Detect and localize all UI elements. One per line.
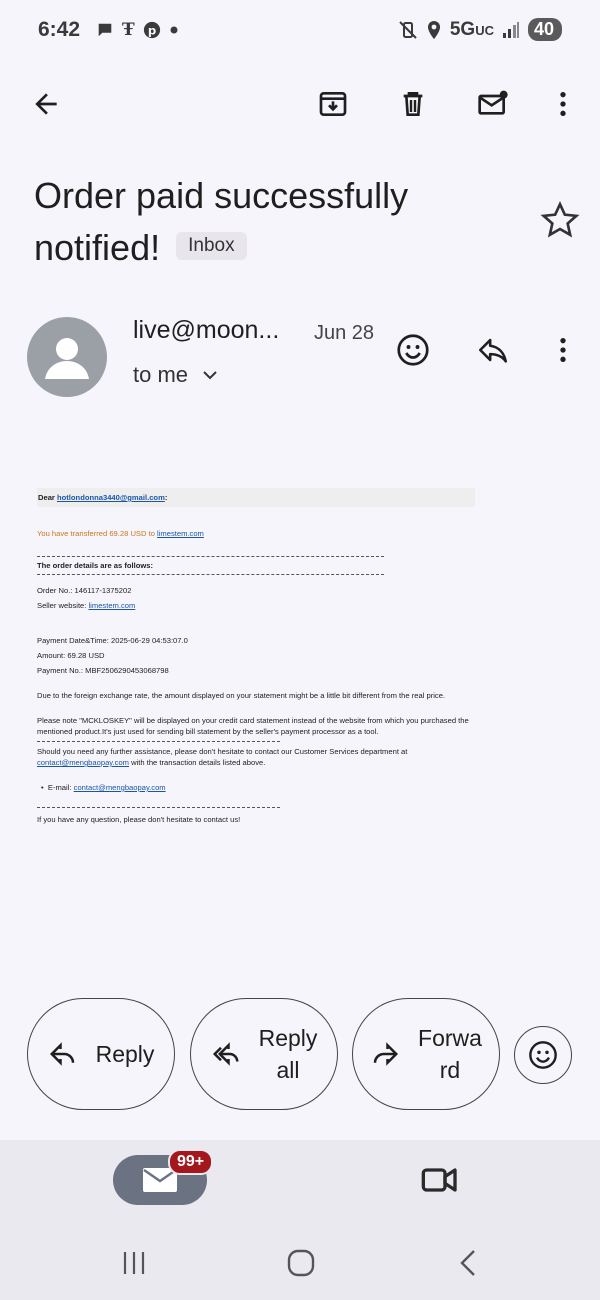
notification-icons <box>96 20 179 40</box>
emoji-icon <box>527 1039 559 1071</box>
greeting: Dear hotlondonna3440@gmail.com: <box>37 488 475 507</box>
bottom-nav <box>0 1140 600 1235</box>
closing-text: If you have any question, please don't hesitate to contact us! <box>37 815 241 824</box>
dot-icon <box>169 25 179 35</box>
sender-address[interactable]: live@moon... <box>133 316 280 344</box>
mute-vibrate-icon <box>398 20 418 40</box>
recipient-label: to me <box>133 362 189 387</box>
archive-icon[interactable] <box>313 84 353 124</box>
back-arrow-icon[interactable] <box>26 84 66 124</box>
meet-tab[interactable] <box>420 1160 460 1200</box>
amount: Amount: 69.28 USD <box>37 651 105 660</box>
add-reaction-icon[interactable] <box>393 330 433 370</box>
reply-label: Reply <box>95 1041 155 1067</box>
reply-all-button[interactable] <box>190 998 338 1110</box>
statement-note: Please note "MCKLOSKEY" will be displayed on your credit card statement instead of the website from which you purchased the mentioned product.It's just used for sending bill statement by the seller's payment processor as a tool. <box>37 716 469 736</box>
email-date: Jun 28 <box>314 322 375 344</box>
avatar[interactable] <box>27 317 107 397</box>
status-time: 6:42 <box>38 18 81 41</box>
forward-button[interactable] <box>352 998 500 1110</box>
email-contact-item: • E-mail: contact@mengbaopay.com <box>41 783 166 792</box>
exchange-note: Due to the foreign exchange rate, the amount displayed on your statement might be a little bit different from the real price. <box>37 691 446 700</box>
email-body <box>37 488 475 825</box>
back-icon[interactable] <box>448 1245 488 1281</box>
reply-icon[interactable] <box>473 330 513 370</box>
chat-bubble-icon <box>96 21 114 39</box>
divider <box>37 574 384 575</box>
battery-icon: 40 <box>528 18 562 41</box>
svg-text:p: p <box>147 23 156 38</box>
video-camera-icon <box>420 1160 460 1200</box>
home-icon[interactable] <box>281 1245 321 1281</box>
forward-icon <box>370 1039 400 1069</box>
assist-text: Should you need any further assistance, please don't hesitate to contact our Customer Services department at contact@mengbaopay.com with the transaction details listed above. <box>37 747 408 767</box>
divider <box>37 807 280 808</box>
sender-more-icon[interactable] <box>543 330 583 370</box>
reply-all-icon <box>211 1039 241 1069</box>
pinterest-icon <box>143 21 161 39</box>
t-icon: Ŧ <box>122 20 135 40</box>
order-no: Order No.: 146117-1375202 <box>37 586 132 595</box>
delete-icon[interactable] <box>393 84 433 124</box>
transfer-link[interactable]: limestem.com <box>157 529 204 538</box>
payment-date: Payment Date&Time: 2025-06-29 04:53:07.0 <box>37 636 188 645</box>
reply-all-label: Reply all <box>258 1025 318 1083</box>
emoji-reaction-button[interactable] <box>514 1026 572 1084</box>
unread-badge: 99+ <box>168 1149 213 1175</box>
transfer-text: You have transferred 69.28 USD to limestem.com <box>37 529 204 538</box>
seller-website: Seller website: limestem.com <box>37 601 136 610</box>
recent-apps-icon[interactable] <box>114 1245 154 1281</box>
network-label: 5GUC <box>449 18 494 40</box>
mark-unread-icon[interactable] <box>473 84 513 124</box>
recipient-toggle[interactable] <box>133 362 218 388</box>
payment-no: Payment No.: MBF2506290453068798 <box>37 666 169 675</box>
signal-icon <box>502 21 520 39</box>
reply-button[interactable] <box>27 998 175 1110</box>
divider <box>37 741 280 742</box>
chevron-down-icon <box>202 367 218 383</box>
star-icon[interactable] <box>540 200 580 240</box>
more-vert-icon[interactable] <box>543 84 583 124</box>
email-subject <box>34 170 514 274</box>
status-right <box>398 18 562 41</box>
forward-label: Forwa rd <box>418 1025 482 1083</box>
subject-text: Order paid successfully notified! <box>34 175 409 268</box>
inbox-label[interactable]: Inbox <box>176 232 246 260</box>
contact-email-link[interactable]: contact@mengbaopay.com <box>73 783 166 792</box>
seller-link[interactable]: limestem.com <box>88 601 136 610</box>
assist-link[interactable]: contact@mengbaopay.com <box>37 758 129 767</box>
divider <box>37 556 384 557</box>
details-heading: The order details are as follows: <box>37 561 154 570</box>
greeting-email-link[interactable]: hotlondonna3440@gmail.com <box>57 493 165 502</box>
location-icon <box>426 20 442 40</box>
reply-icon <box>48 1039 78 1069</box>
